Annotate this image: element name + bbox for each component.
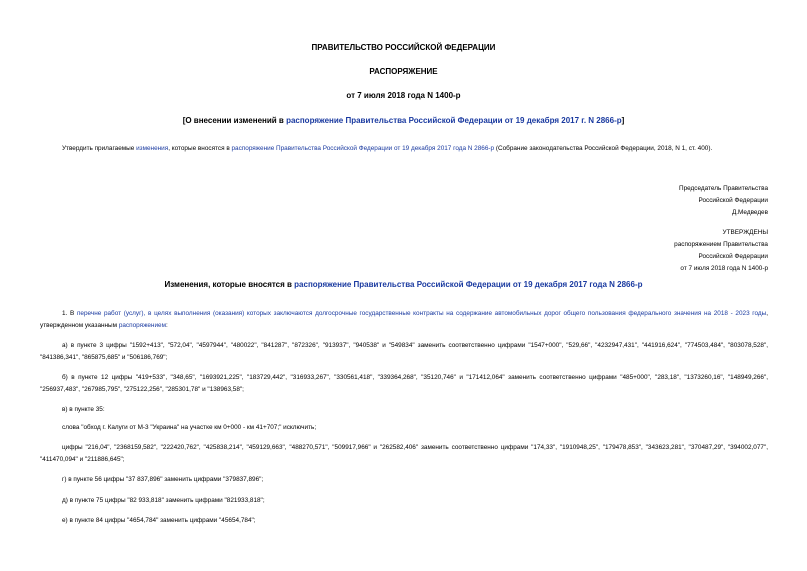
doc-type-heading: РАСПОРЯЖЕНИЕ (369, 67, 438, 76)
item-v-digits-paragraph: цифры "216,04", "2368159,582", "222420,762", "425838,214", "459129,663", "488270,571", "509917,966" и "262582,406" заменить соответственно цифрами "174,33", "1910948,25", "179478,853", "343623,281", "370487,29", "394002,077", "411470,094" и "211886,645"; (40, 444, 768, 463)
works-list-link[interactable]: перечне работ (услуг), в целях выполнения (оказания) которых заключаются долгосрочные государственные контракты на содержание автомобильных дорог общего пользования федерального значения на 2018 - 2023 годы (76, 310, 767, 317)
item-v-words-paragraph: слова "обход г. Калуги от М-3 "Украина" на участке км 0+000 - км 41+707;" исключить; (62, 424, 317, 431)
approve-text-2: , которые вносятся в (168, 145, 232, 152)
signature-line-2: Российской Федерации (698, 197, 768, 204)
signature-block (679, 183, 768, 219)
changes-title-text: Изменения, которые вносятся в (164, 280, 295, 289)
signature-line-1: Председатель Правительства (679, 185, 768, 192)
approved-block (674, 227, 768, 275)
approved-line-2: распоряжением Правительства (674, 241, 768, 248)
item-g-paragraph: г) в пункте 56 цифры "37 837,896" заменить цифрами "379837,896"; (62, 476, 264, 483)
changes-link[interactable]: изменения (136, 145, 169, 152)
org-heading: ПРАВИТЕЛЬСТВО РОССИЙСКОЙ ФЕДЕРАЦИИ (311, 43, 496, 52)
approved-line-1: УТВЕРЖДЕНЫ (722, 229, 768, 236)
approved-line-3: Российской Федерации (698, 253, 768, 260)
item-1-text-3: : (165, 322, 168, 329)
subject-close-text: ] (621, 116, 625, 125)
item-1-paragraph (40, 308, 768, 332)
signature-line-3: Д.Медведев (731, 209, 768, 216)
date-number-heading: от 7 июля 2018 года N 1400-р (346, 91, 461, 100)
subject-link[interactable]: распоряжение Правительства Российской Федерации от 19 декабря 2017 г. N 2866-р (286, 116, 622, 125)
item-v-paragraph: в) в пункте 35: (62, 406, 105, 413)
item-1-text-1: 1. В (62, 310, 77, 317)
approve-text-3: (Собрание законодательства Российской Федерации, 2018, N 1, ст. 400). (494, 145, 713, 152)
approve-text-1: Утвердить прилагаемые (62, 145, 137, 152)
order-link[interactable]: распоряжение Правительства Российской Федерации от 19 декабря 2017 года N 2866-р (231, 145, 495, 152)
changes-title-link[interactable]: распоряжение Правительства Российской Федерации от 19 декабря 2017 года N 2866-р (294, 280, 643, 289)
item-1-text-2: , утвержденном указанным (40, 310, 768, 329)
item-b-paragraph: б) в пункте 12 цифры "419+533", "348,65", "1693921,225", "183729,442", "316933,267", "330561,418", "339364,268", "35120,746" и "171412,064" заменить соответственно цифрами "485+000", "283,18", "1373260,16", "148949,266", "256937,483", "267985,795", "275122,256", "285301,78" и "138963,58"; (40, 374, 768, 393)
changes-title (0, 280, 807, 289)
item-d-paragraph: д) в пункте 75 цифры "82 933,818" заменить цифрами "821933,818"; (62, 497, 265, 504)
subject-heading (0, 116, 807, 125)
order-ref-link[interactable]: распоряжением (118, 322, 166, 329)
item-a-paragraph: а) в пункте 3 цифры "1592+413", "572,04", "4597944", "480022", "841287", "872326", "913937", "940538" и "549834" заменить соответственно цифрами "1547+000", "529,66", "4232947,431", "441916,624", "774503,484", "803078,528", "841386,341", "865875,685" и "506186,769"; (40, 342, 768, 361)
item-e-paragraph: е) в пункте 84 цифры "4654,784" заменить цифрами "45654,784"; (62, 517, 256, 524)
subject-open-text: [О внесении изменений в (182, 116, 287, 125)
approve-paragraph (40, 143, 768, 155)
approved-line-4: от 7 июля 2018 года N 1400-р (680, 265, 768, 272)
